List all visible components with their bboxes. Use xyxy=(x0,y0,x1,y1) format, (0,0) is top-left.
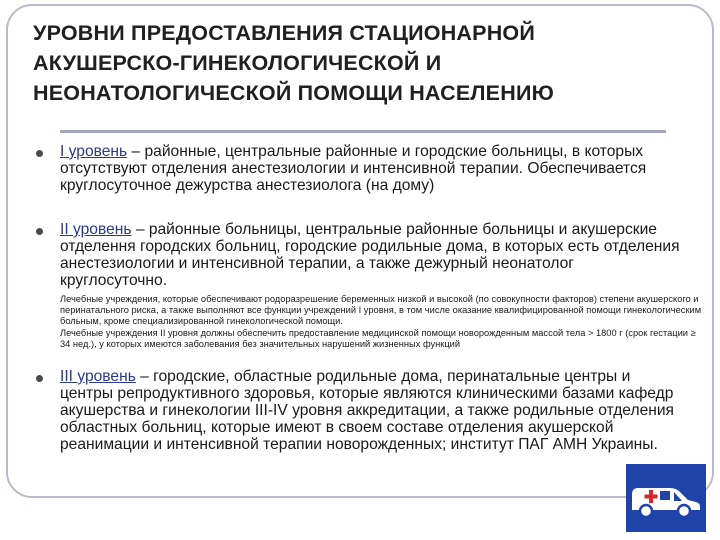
bullet-2 xyxy=(36,228,43,235)
slide-title: УРОВНИ ПРЕДОСТАВЛЕНИЯ СТАЦИОНАРНОЙ АКУШЕРСКО-ГИНЕКОЛОГИЧЕСКОЙ И НЕОНАТОЛОГИЧЕСКОЙ ПОМОЩИ НАСЕЛЕНИЮ xyxy=(33,21,554,105)
bullet-3 xyxy=(36,375,43,382)
ambulance-logo xyxy=(626,464,706,532)
level-3-text: – городские, областные родильные дома, перинатальные центры и центры репродуктивного здоровья, которые являются клиническими базами кафедр акушерства и гинекологии III-IV уровня аккредитации, а также родильные отделения областных больниц, которые имеют в своем составе отделения акушерской реанимации и интенсивной терапии новорожденных; институт ПАГ АМН Украины. xyxy=(60,368,675,453)
level-3-label[interactable]: III уровень xyxy=(60,368,136,385)
title-divider xyxy=(60,130,666,133)
level-1-label[interactable]: I уровень xyxy=(60,143,128,160)
level-3-item xyxy=(60,368,680,453)
level-1-text: – районные, центральные районные и городские больницы, в которых отсутствуют отделения анестезиологии и интенсивной терапии. Обеспечивается круглосуточное дежурства анестезиолога (на дому) xyxy=(60,143,647,194)
level-2-text: – районные больницы, центральные районные больницы и акушерские отделення городских больниц, городские родильные дома, в которых есть отделения анестезиологии и интенсивной терапии, а также дежурный неонатолог круглосуточно. xyxy=(60,221,680,289)
bullet-1 xyxy=(36,150,43,157)
level-2-label[interactable]: II уровень xyxy=(60,221,132,238)
level-1-item xyxy=(60,143,680,194)
ambulance-icon xyxy=(626,464,706,532)
level-2-item xyxy=(60,221,680,289)
level-2-note-1: Лечебные учреждения, которые обеспечивают родоразрешение беременных низкой и высокой (по совокупности факторов) степени акушерского и перинатального риска, а также выполняют все функции учреждений I уровня, в том числе оказание квалифицированной помощи гинекологическим больным, кроме специализированной гинекологической помощи. xyxy=(60,294,702,327)
level-2-note-2: Лечебные учреждения II уровня должны обеспечить предоставление медицинской помощи новорожденным массой тела > 1800 г (срок гестации ≥ 34 нед.), у которых имеются заболевания без значительных нарушений жизненных функций xyxy=(60,328,696,350)
